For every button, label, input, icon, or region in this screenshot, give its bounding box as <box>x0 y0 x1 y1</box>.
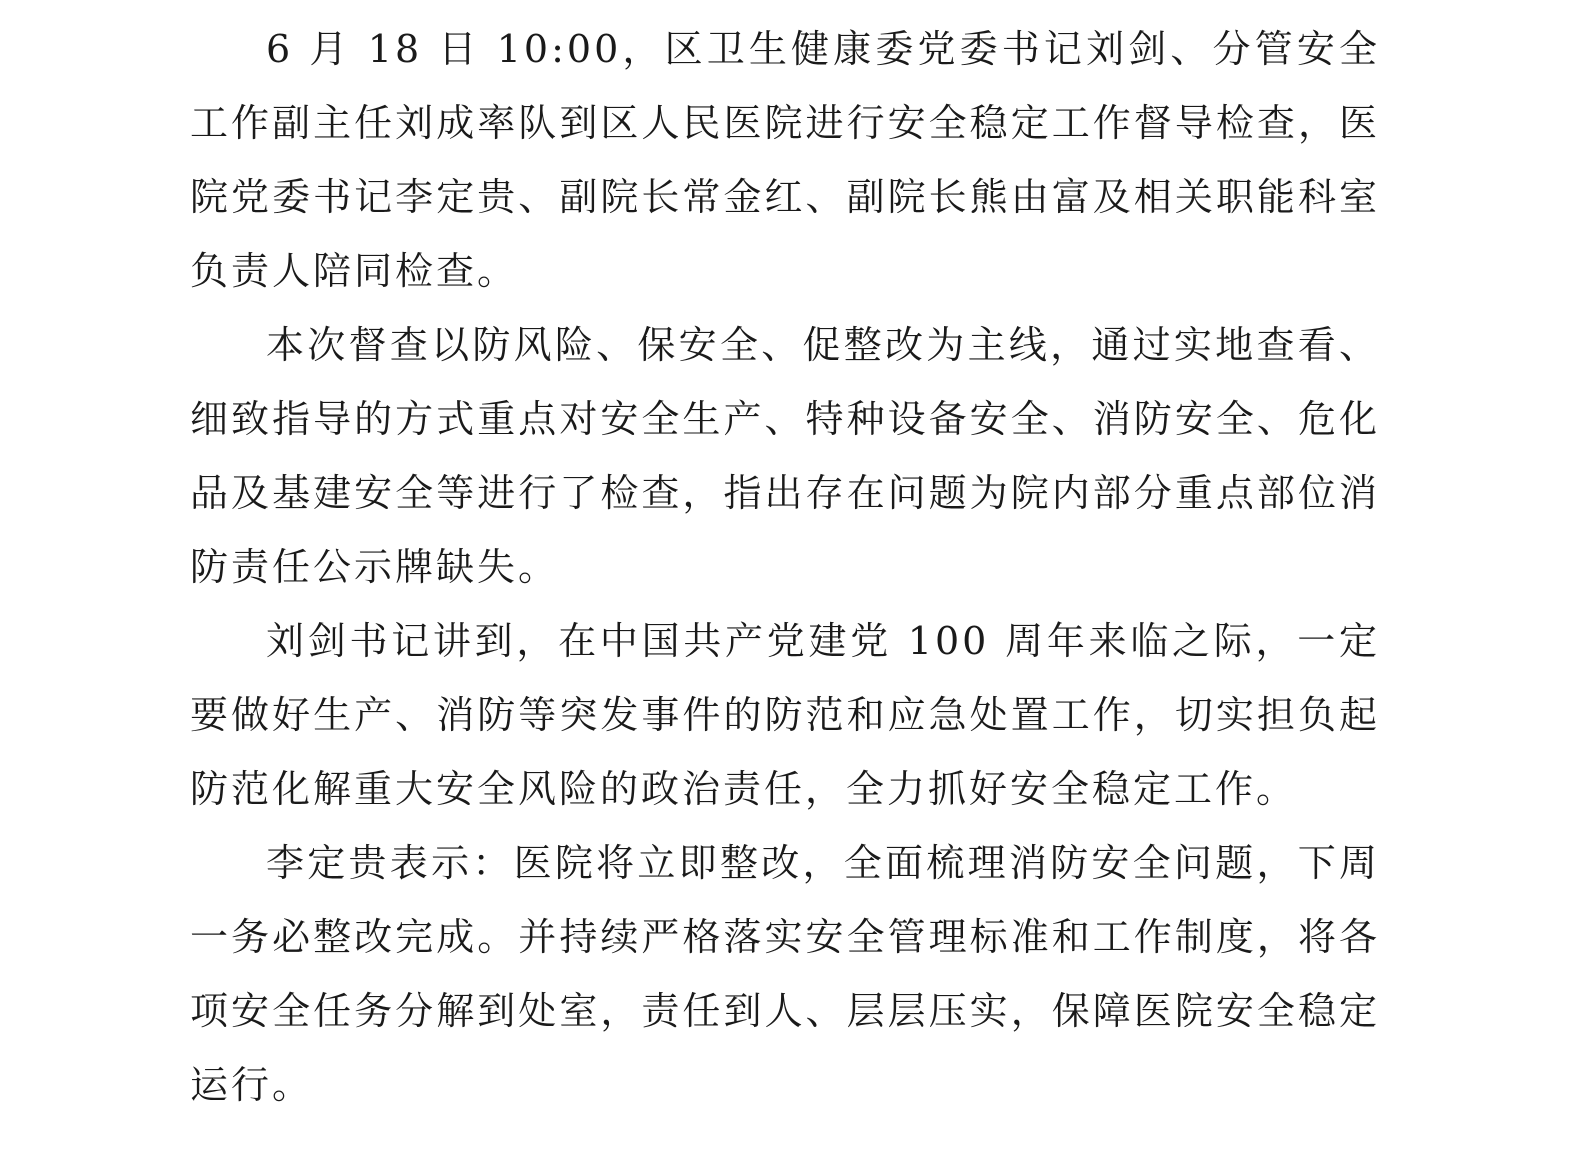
paragraph-inspection-focus: 本次督查以防风险、保安全、促整改为主线，通过实地查看、细致指导的方式重点对安全生产、特种设备安全、消防安全、危化品及基建安全等进行了检查，指出存在问题为院内部分重点部位消防责任公示牌缺失。 <box>190 323 1380 589</box>
paragraph-secretary-remarks: 刘剑书记讲到，在中国共产党建党 100 周年来临之际，一定要做好生产、消防等突发事件的防范和应急处置工作，切实担负起防范化解重大安全风险的政治责任，全力抓好安全稳定工作。 <box>190 619 1380 811</box>
document-body <box>190 12 1380 1122</box>
paragraph-inspection-overview: 6 月 18 日 10:00，区卫生健康委党委书记刘剑、分管安全工作副主任刘成率队到区人民医院进行安全稳定工作督导检查，医院党委书记李定贵、副院长常金红、副院长熊由富及相关职能科室负责人陪同检查。 <box>190 27 1380 293</box>
paragraph-hospital-response: 李定贵表示：医院将立即整改，全面梳理消防安全问题，下周一务必整改完成。并持续严格落实安全管理标准和工作制度，将各项安全任务分解到处室，责任到人、层层压实，保障医院安全稳定运行。 <box>190 841 1380 1107</box>
